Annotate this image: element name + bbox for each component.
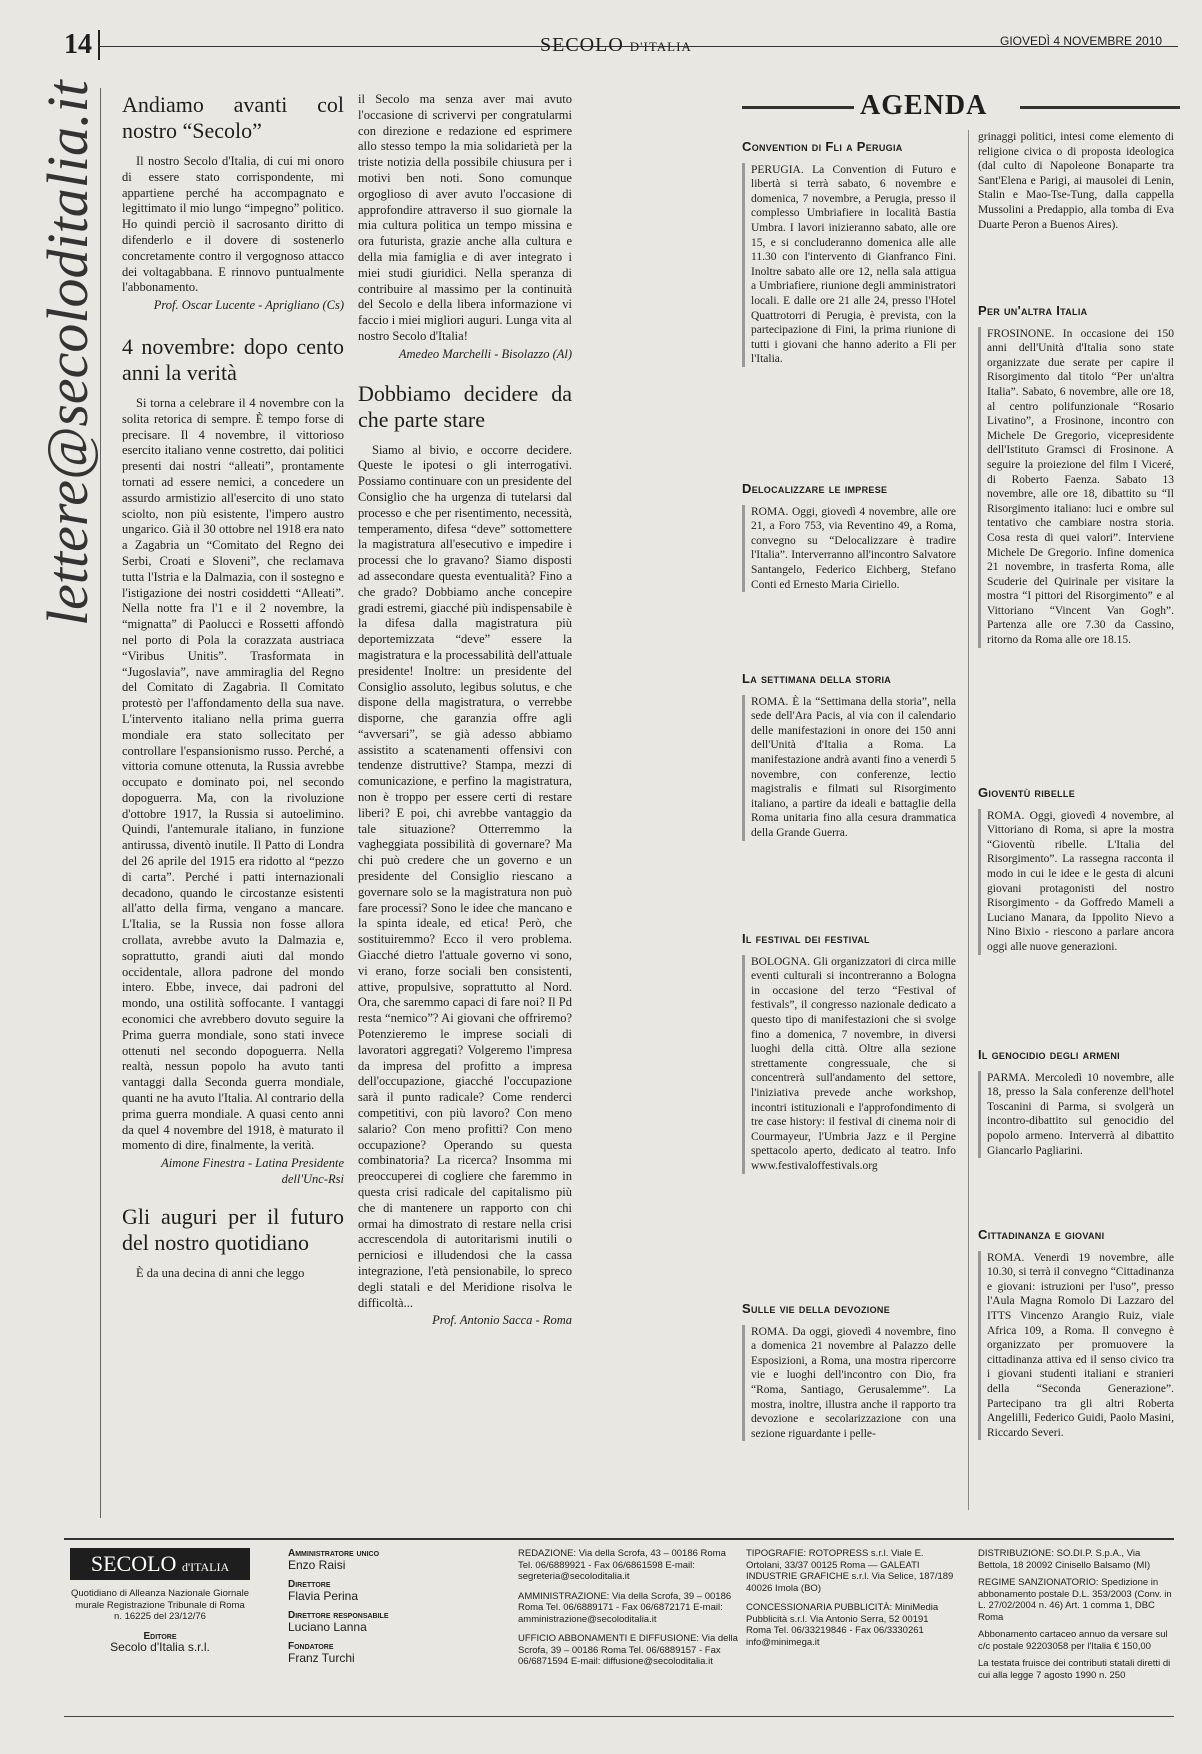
footer-staff <box>288 1548 498 1672</box>
agenda-item <box>978 304 1174 648</box>
agenda-item-body: ROMA. Da oggi, giovedì 4 novembre, fino a domenica 21 novembre al Palazzo delle Esposizioni, a Roma, una mostra ripercorre vie e luoghi dell'incontro con Dio, fra “Roma, Santiago, Gerusalemme”. La mostra, inoltre, illustra anche il rapporto tra devozione e secolarizzazione con una sezione riguardante i pelle- <box>742 1325 956 1442</box>
footer-logo-text: SECOLO <box>90 1551 177 1576</box>
letter-3-body: È da una decina di anni che leggo <box>136 1265 305 1280</box>
agenda-item-heading: Il genocidio degli armeni <box>978 1047 1120 1062</box>
letter-2-signature: Aimone Finestra - Latina Presidente dell'Unc-Rsi <box>161 1156 344 1187</box>
footer-distribuzione: DISTRIBUZIONE: SO.DI.P. S.p.A., Via Bettola, 18 20092 Cinisello Balsamo (MI) <box>978 1548 1151 1571</box>
footer-print <box>746 1548 956 1648</box>
letter-1-title: Andiamo avanti col nostro “Secolo” <box>122 92 344 143</box>
letters-email-vertical <box>16 80 106 1626</box>
letter-3-continued: il Secolo ma senza aver mai avuto l'occasione di scrivervi per congratularmi con direzione e redazione ed esprimere allo stesso tempo la mia solidarietà per la triste notizia della possibile chiusura per i motivi ben noti. Sono comunque orgoglioso di aver avuto l'occasione di approfondire attraverso il suo giornale la mia cultura politica un tempo missina e ora futurista, grazie anche alla cultura e della mia famiglia e di aver integrato i miei studi giuridici. Nella speranza di contribuire al massimo per la continuità del Secolo e della libera informazione vi faccio i miei migliori auguri. Lunga vita al nostro Secolo d'Italia! <box>358 92 572 343</box>
footer-logo-suffix: d'ITALIA <box>181 1560 230 1574</box>
footer-regime: REGIME SANZIONATORIO: Spedizione in abbonamento postale D.L. 353/2003 (Conv. in L. 27/02/2004 n. 46) Art. 1 comma 1, DBC Roma <box>978 1577 1172 1623</box>
footer-abbonamenti: Abbonamento cartaceo annuo da versare sul c/c postale 92203058 per l'Italia € 150,00 <box>978 1629 1168 1652</box>
footer-dir: Flavia Perina <box>288 1588 359 1603</box>
agenda-item <box>742 932 956 1174</box>
agenda-item-heading: Sulle vie della devozione <box>742 1301 891 1316</box>
footer-about <box>70 1588 250 1662</box>
agenda-item <box>742 1302 956 1441</box>
letter-4-body: Siamo al bivio, e occorre decidere. Queste le ipotesi o gli interrogativi. Possiamo continuare con un presidente del Consiglio che ha urgenza di tutelarsi dal processo e che per risentimento, necessità, temperamento, difesa “deve” sottomettere la magistratura all'esecutivo e impedire i processi che lo gravano? Siamo disposti ad assecondare questa eventualità? Fino a che grado? Dobbiamo anche concepire gradi estremi, giacché più indispensabile è la difesa dalla magistratura più deportemizzata “deve” essere la magistratura e la processabilità dell'attuale presidente! Inoltre: un presidente del Consiglio assoluto, legibus solutus, e che dispone della magistratura, o verrebbe disporne, che garanzia offre agli “avversari”, se già adesso abbiamo assistito a scatenamenti offensivi con tendenze distruttive? Stampa, mezzi di comunicazione, e perfino la magistratura, non è troppo per essere certi di restare liberi? E poi, chi avrebbe vantaggio da tale situazione? Otterremmo la vagheggiata possibilità di governare? Ma chi può credere che un governo e un presidente del Consiglio riescano a governare solo se la magistratura non può fare processi? Sono le idee che mancano e la spinta ideale, ed etica! Però, che sostituiremmo? Ecco il vero problema. Giacché dietro l'attuale governo vi sono, vi erano, forze sociali ben consistenti, attive, propulsive, soprattutto al Nord. Ora, che saremmo capaci di fare noi? Il Pd resta “nemico”? Ai giovani che offriremo? Potenzieremo le imprese sociali di lavoratori aggregati? Volgeremo l'impresa da impresa del profitto a impresa dell'occupazione, giacché l'occupazione sarà il punto radicale? Come renderci competitivi, con più lavoro? Con meno salario? Con meno profitti? Con meno occupazione? Operando su questa combinatoria? La ricerca? Insomma mi preoccuperei di cogliere che faremmo in questa crisi radicale del capitalismo più che di mantenere un rapporto con chi ormai ha dimostrato di restare nella crisi accrescendola di autoritarismi inutili o perniciosi e illudendosi che la cassa integrazione, l'età pensionabile, lo spreco degli statali e del Meridione risolva le difficoltà... <box>358 442 572 1310</box>
footer-contacts <box>518 1548 738 1668</box>
agenda-item-body: PARMA. Mercoledì 10 novembre, alle 18, presso la Sala conferenze dell'hotel Toscanini di Parma, si svolgerà un incontro-dibattito sul genocidio del popolo armeno. Interverrà al dibattito Giancarlo Pagliarini. <box>978 1071 1174 1159</box>
footer-concessionaria: CONCESSIONARIA PUBBLICITÀ: MiniMedia Pubblicità s.r.l. Via Antonio Serra, 52 00191 Roma Tel. 06/33219846 - Fax 06/3330261 info@minimega.it <box>746 1602 939 1648</box>
agenda-item <box>742 672 956 841</box>
footer-dir-label: Direttore <box>288 1579 331 1590</box>
page-number: 14 <box>64 30 100 60</box>
letters-column-2 <box>358 92 572 1345</box>
agenda-item-heading: Gioventù ribelle <box>978 785 1076 800</box>
bottom-rule <box>64 1716 1174 1717</box>
agenda-item <box>978 1228 1174 1440</box>
letter-3-title: Gli auguri per il futuro del nostro quotidiano <box>122 1203 344 1255</box>
footer-logo <box>70 1548 250 1580</box>
masthead-title: SECOLO <box>540 34 624 56</box>
letter-4-title: Dobbiamo decidere da che parte stare <box>358 380 572 432</box>
footer-editore: Secolo d'Italia s.r.l. <box>110 1640 210 1654</box>
footer-testata: La testata fruisce dei contributi statali diretti di cui alla legge 7 agosto 1990 n. 250 <box>978 1658 1171 1681</box>
letters-column-1 <box>122 92 344 1284</box>
agenda-item-body: ROMA. Oggi, giovedì 4 novembre, al Vittoriano di Roma, si apre la mostra “Gioventù ribelle. L'Italia del Risorgimento”. La rassegna racconta il modo in cui le idee e le gesta di alcuni giovani protagonisti del nostro Risorgimento - da Goffredo Mameli a Luciano Manara, da Ippolito Nievo a Nino Bixio - riescono a parlare ancora oggi alle nuove generazioni. <box>978 809 1174 955</box>
footer-resp-label: Direttore responsabile <box>288 1610 389 1621</box>
agenda-item-body: BOLOGNA. Gli organizzatori di circa mille eventi culturali si incontreranno a Bologna in occasione del terzo “Festival of festivals”, il congresso nazionale dedicato a questo tipo di manifestazioni che si svolge fino a domenica, 7 novembre, in diversi luoghi della città. Oltre alla sezione strettamente congressuale, che si concentrerà sull'andamento del settore, l'iniziativa prevede anche workshop, incontri istituzionali e l'approfondimento di tre case history: il festival di cinema noir di Courmayeur, l'Umbria Jazz e il Pergine spettacolo aperto, dedicato al teatro. Info www.festivaloffestivals.org <box>742 955 956 1174</box>
agenda-rule-left <box>742 106 854 109</box>
masthead-suffix: D'ITALIA <box>629 39 692 54</box>
footer-redazione: REDAZIONE: Via della Scrofa, 43 – 00186 Roma Tel. 06/6889921 - Fax 06/6861598 E-mail: segreteria@secoloditalia.it <box>518 1548 726 1582</box>
column-rule <box>100 88 101 1518</box>
agenda-item-body: ROMA. È la “Settimana della storia”, nella sede dell'Ara Pacis, al via con il calendario delle manifestazioni in onore dei 150 anni dell'Unità d'Italia a Roma. La manifestazione andrà avanti fino a venerdì 5 novembre, con conferenze, lectio magistralis e filmati sul Risorgimento italiano, a partire da ideali e battaglie della Roma unitaria fino alla cesura drammatica della Grande Guerra. <box>742 695 956 841</box>
letter-4-signature: Prof. Antonio Sacca - Roma <box>432 1313 572 1328</box>
issue-date: GIOVEDÌ 4 NOVEMBRE 2010 <box>1000 34 1163 48</box>
agenda-item-heading: Delocalizzare le imprese <box>742 481 888 496</box>
agenda-item-heading: Cittadinanza e giovani <box>978 1227 1105 1242</box>
letters-email: lettere@secoloditalia.it <box>35 80 100 626</box>
agenda-item-heading: Il festival dei festival <box>742 931 870 946</box>
agenda-item-body: grinaggi politici, intesi come elemento di religione civica o di proposta ideologica (dal culto di Napoleone Bonaparte tra Sant'Elena e Parigi, ai mausolei di Lenin, Stalin e Mao-Tse-Tung, dalla cappella Mussolini a Predappio, alla tomba di Eva Duarte Peron a Buenos Aires). <box>978 131 1174 231</box>
agenda-item-body: ROMA. Venerdì 19 novembre, alle 10.30, si terrà il convegno “Cittadinanza e giovani: istruzioni per l'uso”, presso l'Aula Magna Romolo Di Lazzaro del ITTS Vincenzo Arangio Ruiz, viale Africa 109, a Roma. Il convegno è organizzato per promuovere la cittadinanza attiva ed il senso civico tra i giovani studenti italiani e stranieri della “Seconda Generazione”. Partecipano tra gli altri Roberta Angelilli, Federico Guidi, Paolo Masini, Riccardo Severi. <box>978 1251 1174 1441</box>
agenda-item-continued <box>978 130 1174 232</box>
agenda-item-body: FROSINONE. In occasione dei 150 anni dell'Unità d'Italia sono state organizzate due serate per capire il Risorgimento dal titolo “Per un'altra Italia”. Sabato, 6 novembre, alle ore 18, al centro polifunzionale “Rosario Livatino”, a Frosinone, incontro con Michele De Gregorio, vicepresidente dell'Istituto Gramsci di Frosinone. A seguire la proiezione del film I Viceré, di Roberto Faenza. Sabato 13 novembre, alle ore 18, dibattito su “Il Risorgimento italiano: luci e ombre sul tentativo che cambiare nostra storia. Cosa resta di quei valori”. Interviene Michele De Gregorio. Infine domenica 21 novembre, in trasferta Roma, alle Scuderie del Quirinale per visitare la mostra “I pittori del Risorgimento” e al Vittoriano “Vincent Van Gogh”. Partenza alle ore 7.30 da Cassino, ritorno da Roma alle ore 18.15. <box>978 327 1174 648</box>
footer-distribution <box>978 1548 1174 1681</box>
masthead <box>540 34 692 57</box>
letter-1-signature: Prof. Oscar Lucente - Aprigliano (Cs) <box>153 298 344 313</box>
agenda-item-body: PERUGIA. La Convention di Futuro e libertà si terrà sabato, 6 novembre e domenica, 7 novembre, a Perugia, presso il complesso Umbriafiere in località Bastia Umbra. I lavori inizieranno sabato, alle ore 15, e si concluderanno domenica alle alle 11.30 con l'intervento di Gianfranco Fini. Inoltre sabato alle ore 12, nella sala attigua a Umbriafiere, riunione degli amministratori locali. E dalle ore 21 alle 24, presso l'Hotel Quattrotorri di Perugia, è prevista, con la partecipazione di Fini, la prima riunione di tutti i giovani che hanno aderito a Fli per l'Italia. <box>742 163 956 367</box>
agenda-rule-right <box>1020 106 1180 109</box>
letter-2-title: 4 novembre: dopo cento anni la verità <box>122 333 344 385</box>
agenda-item <box>742 140 956 367</box>
footer-amministrazione: AMMINISTRAZIONE: Via della Scrofa, 39 – 00186 Roma Tel. 06/6889171 - Fax 06/6872171 E-mail: amministrazione@secoloditalia.it <box>518 1590 732 1625</box>
letter-2-body: Si torna a celebrare il 4 novembre con la solita retorica di sempre. È tempo forse di precisare. Il 4 novembre, il vittorioso esercito italiano venne costretto, dai politici presenti dai nostri “alleati”, prontamente tornati ad essere nemici, a concedere un assurdo armistizio all'esercito di uno stato sciolto, non più esistente, l'impero austro ungarico. Già il 30 ottobre nel 1918 era nato a Zagabria un “Comitato del Regno dei Serbi, Croati e Sloveni”, che reclamava tutta l'Istria e la Dalmazia, con il sostegno e l'istigazione dei nostri cosiddetti “Alleati”. Nella notte fra l'1 e il 2 novembre, la “mignatta” di Paolucci e Rossetti affondò nel porto di Pola la corazzata austriaca “Viribus Unitis”. Trasformata in “Jugoslavia”, nave ammiraglia del Regno del Comitato di Zagabria. Il Comitato protestò per l'affondamento della sua nave. L'intervento italiano nella prima guerra mondiale era stato sollecitato per controllare l'espansionismo russo. Perché, a vittoria comune ottenuta, la Russia avrebbe occupato e dominato poi, nel secondo dopoguerra. Ma, con la rivoluzione d'ottobre 1917, la Russia si autoelimino. Quindi, l'antemurale italiano, in funzione antirussa, diventò inutile. Il Patto di Londra del 26 aprile del 1915 era ridotto al “pezzo di carta”. Perché i patti internazionali decadono, quando le circostanze esistenti all'atto della firma, vengano a mancare. L'Italia, se la Russia non fosse allora crollata, avrebbe avuto la Dalmazia e, soprattutto, grandi aiuti dal mondo occidentale, allora padrone del mondo intero. Ebbe, invece, dai padroni del mondo, una ostilità soffocante. I vantaggi economici che avrebbero dovuto seguire la Prima guerra mondiale, sono stati invece ottenuti nel secondo dopoguerra. Nella realtà, nessun popolo ha avuto tanti vantaggi dalla Seconda guerra mondiale, quanti ne ha avuto l'Italia. Al contrario della prima guerra mondiale. A quasi cento anni da quel 4 novembre del 1918, è maturato il momento di dire, finalmente, la verità. <box>122 395 344 1153</box>
agenda-divider <box>968 130 969 1510</box>
footer-resp: Luciano Lanna <box>288 1619 367 1634</box>
footer-fond-label: Fondatore <box>288 1641 334 1652</box>
footer-ufficio: UFFICIO ABBONAMENTI E DIFFUSIONE: Via della Scrofa, 39 – 00186 Roma Tel. 06/6889157 - Fax 06/6871594 E-mail: diffusione@secoloditalia.it <box>518 1633 738 1667</box>
footer-amm: Enzo Raisi <box>288 1557 346 1572</box>
agenda-item <box>742 482 956 592</box>
agenda-item <box>978 1048 1174 1158</box>
agenda-item-heading: Per un'altra Italia <box>978 303 1088 318</box>
footer-editore-label: Editore <box>143 1630 177 1642</box>
footer-about-text: Quotidiano di Alleanza Nazionale Giornale murale Registrazione Tribunale di Roma n. 16225 del 23/12/76 <box>71 1588 249 1622</box>
letter-3-signature: Amedeo Marchelli - Bisolazzo (Al) <box>398 346 572 361</box>
agenda-item-heading: Convention di Fli a Perugia <box>742 139 903 154</box>
agenda-item-heading: La settimana della storia <box>742 671 892 686</box>
footer-amm-label: Amministratore unico <box>288 1548 380 1559</box>
agenda-title: AGENDA <box>860 90 988 121</box>
footer-tipografie: TIPOGRAFIE: ROTOPRESS s.r.l. Viale E. Ortolani, 33/37 00125 Roma — GALEATI INDUSTRIE GRAFICHE s.r.l. Via Selice, 187/189 40026 Imola (BO) <box>746 1548 954 1594</box>
letter-1-body: Il nostro Secolo d'Italia, di cui mi onoro di essere stato corrispondente, mi appartiene perché ha accompagnato e legittimato il mio lungo “impegno” politico. Ho quindi perciò il sacrosanto diritto di difenderlo e il dovere di sostenerlo concretamente contro il vergognoso attacco dei voltagabbana. E rinnovo puntualmente l'abbonamento. <box>122 154 344 295</box>
agenda-item-body: ROMA. Oggi, giovedì 4 novembre, alle ore 21, a Foro 753, via Reventino 49, a Roma, convegno su “Delocalizzare è tradire l'Italia”. Interverranno all'incontro Salvatore Santangelo, Federico Eichberg, Stefano Conti ed Ernesto Maria Ciriello. <box>742 505 956 593</box>
agenda-item <box>978 786 1174 955</box>
footer-fond: Franz Turchi <box>288 1650 355 1665</box>
